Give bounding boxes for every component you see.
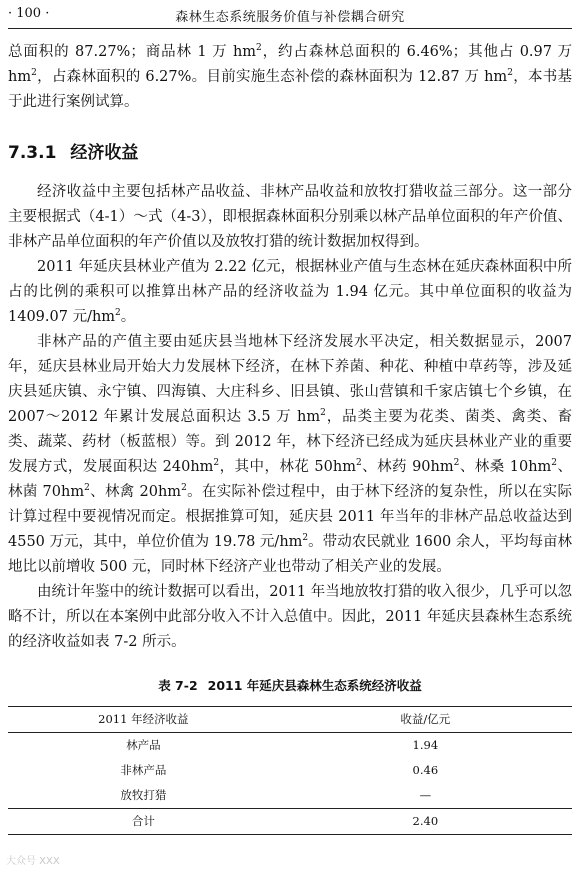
section-title: 经济收益 bbox=[70, 143, 139, 163]
total-value: 2.40 bbox=[412, 814, 439, 828]
page-number: · 100 · bbox=[8, 6, 50, 21]
intro-paragraph: 总面积的 87.27%；商品林 1 万 $hm^2$，约占森林总面积的 6.46%；其他占 0.97 万 $hm^2$，占森林面积的 6.27%。目前实施生态补偿的森林面积为 12.87 万 $hm^2$，本书基于此进行案例试算。 bbox=[8, 43, 572, 110]
row-value: 0.46 bbox=[412, 763, 439, 777]
section-number: 7.3.1 bbox=[8, 143, 57, 163]
paragraph-grazing-hunting: 由统计年鉴中的统计数据可以看出，2011 年当地放牧打猎的收入很少，几乎可以忽略不计，所以在本案例中此部分收入不计入总值中。因此，2011 年延庆县森林生态系统的经济收益如表 7-2 所示。 bbox=[8, 584, 572, 650]
header-rule bbox=[8, 28, 572, 29]
economic-benefit-table bbox=[8, 706, 572, 835]
total-label: 合计 bbox=[131, 814, 155, 828]
column-header-category: 2011 年经济收益 bbox=[98, 712, 189, 726]
row-label: 非林产品 bbox=[120, 763, 167, 777]
row-label: 放牧打猎 bbox=[120, 788, 167, 802]
table-total-row bbox=[8, 809, 572, 835]
running-title: 森林生态系统服务价值与补偿耦合研究 bbox=[175, 10, 405, 25]
row-value: — bbox=[419, 788, 432, 802]
watermark: 大众号 XXX bbox=[6, 856, 60, 867]
table-row bbox=[8, 783, 572, 809]
row-value: 1.94 bbox=[412, 738, 439, 752]
table-row bbox=[8, 758, 572, 783]
column-header-value: 收益/亿元 bbox=[400, 712, 451, 726]
paragraph-economic-overview: 经济收益中主要包括林产品收益、非林产品收益和放牧打猎收益三部分。这一部分主要根据式（4-1）～式（4-3），即根据森林面积分别乘以林产品单位面积的年产价值、非林产品单位面积的年产价值以及放牧打猎的统计数据加权得到。 bbox=[8, 184, 572, 250]
table-number: 表 7-2 bbox=[158, 678, 198, 693]
table-header-row bbox=[8, 707, 572, 733]
paragraph-forest-products: 2011 年延庆县林业产值为 2.22 亿元，根据林业产值与生态林在延庆森林面积中所占的比例的乘积可以推算出林产品的经济收益为 1.94 亿元。其中单位面积的收益为 1409.07 元$/hm^2$。 bbox=[8, 259, 572, 325]
table-row bbox=[8, 733, 572, 759]
page-body bbox=[8, 40, 572, 835]
running-header bbox=[8, 6, 572, 26]
table-title: 2011 年延庆县森林生态系统经济收益 bbox=[207, 678, 422, 693]
section-heading bbox=[8, 141, 572, 166]
paragraph-non-forest-products: 非林产品的产值主要由延庆县当地林下经济发展水平决定，相关数据显示，2007 年，延庆县林业局开始大力发展林下经济，在林下养菌、种花、种植中草药等，涉及延庆县延庆镇、永宁镇、四海镇、大庄科乡、旧县镇、张山营镇和千家店镇七个乡镇，在 2007～2012 年累计发展总面积达 3.5 万 $hm^2$，品类主要为花类、菌类、禽类、畜类、蔬菜、药材（板蓝根）等。到 2012 年，林下经济已经成为延庆县林业产业的重要发展方式，发展面积达 $240hm^2$，其中，林花 $50hm^2$、林药 $90hm^2$、林桑 $10hm^2$、林菌 $70hm^2$、林禽 $20hm^2$。在实际补偿过程中，由于林下经济的复杂性，所以在实际计算过程中要视情况而定。根据推算可知，延庆县 2011 年当年的非林产品总收益达到 4550 万元，其中，单位价值为 19.78 元$/hm^2$。带动农民就业 1600 余人，平均每亩林地比以前增收 500 元，同时林下经济产业也带动了相关产业的发展。 bbox=[8, 334, 572, 575]
row-label: 林产品 bbox=[126, 738, 161, 752]
table-caption bbox=[8, 673, 572, 698]
